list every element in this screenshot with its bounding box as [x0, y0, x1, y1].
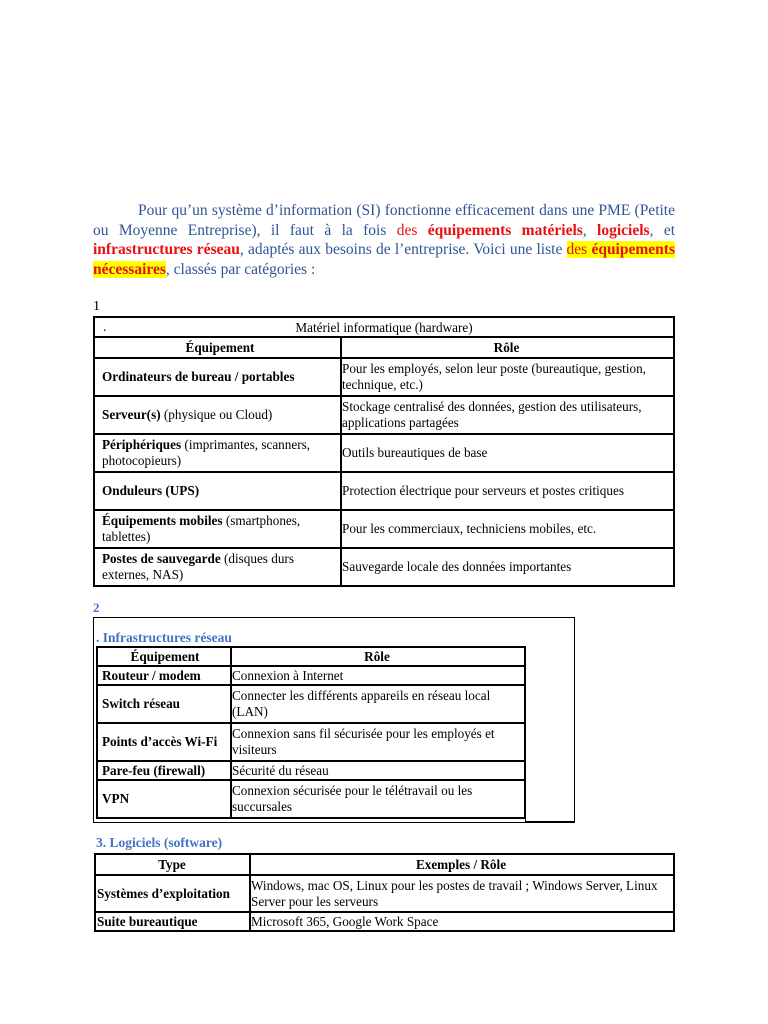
- table-row: [97, 666, 525, 685]
- equipment-cell: Routeur / modem: [97, 666, 231, 685]
- role-cell: Connexion sécurisée pour le télétravail ou les succursales: [231, 780, 525, 818]
- example-cell: Windows, mac OS, Linux pour les postes de travail ; Windows Server, Linux Server pour les serveurs: [250, 875, 674, 912]
- table-row: [97, 685, 525, 723]
- role-cell: Sauvegarde locale des données importantes: [341, 548, 674, 586]
- equipment-cell: Switch réseau: [97, 685, 231, 723]
- equipment-name: Serveur(s): [102, 407, 161, 422]
- intro-text-3: , classés par catégories :: [165, 260, 316, 278]
- software-table: [94, 853, 675, 932]
- header-type: Type: [95, 854, 250, 875]
- equipment-name: Onduleurs (UPS): [102, 483, 200, 498]
- table-row: [94, 548, 674, 586]
- equipment-cell: [94, 434, 341, 472]
- equipment-name: Équipements mobiles: [102, 513, 223, 528]
- software-section-title: 3. Logiciels (software): [96, 835, 223, 850]
- equipment-cell: Pare-feu (firewall): [97, 761, 231, 780]
- table-row: [94, 396, 674, 434]
- equipment-cell: [94, 548, 341, 586]
- role-cell: Protection électrique pour serveurs et postes critiques: [341, 472, 674, 510]
- equipment-cell: VPN: [97, 780, 231, 818]
- role-cell: Pour les employés, selon leur poste (bureautique, gestion, technique, etc.): [341, 358, 674, 396]
- header-role: Rôle: [231, 647, 525, 666]
- table-row: [94, 358, 674, 396]
- highlight-des: des: [566, 241, 592, 259]
- intro-paragraph: [93, 201, 675, 279]
- table-row: [95, 912, 674, 931]
- type-cell: Suite bureautique: [95, 912, 250, 931]
- role-cell: Pour les commerciaux, techniciens mobiles, etc.: [341, 510, 674, 548]
- table-row: [97, 723, 525, 761]
- section-2-number: 2: [93, 600, 100, 615]
- equipment-cell: [94, 510, 341, 548]
- type-cell: Systèmes d’exploitation: [95, 875, 250, 912]
- equipment-name: Ordinateurs de bureau / portables: [102, 369, 295, 384]
- role-cell: Stockage centralisé des données, gestion des utilisateurs, applications partagées: [341, 396, 674, 434]
- keyword-logiciels: logiciels: [597, 221, 650, 239]
- equipment-cell: [94, 396, 341, 434]
- role-cell: Connexion à Internet: [231, 666, 525, 685]
- table-row: [94, 472, 674, 510]
- network-table-side-column: [525, 646, 575, 822]
- equipment-detail: (physique ou Cloud): [160, 407, 273, 422]
- table-row: [97, 761, 525, 780]
- intro-sep-2: , et: [649, 221, 676, 239]
- hardware-caption-text: Matériel informatique (hardware): [295, 319, 473, 335]
- equipment-detail: (imprimantes, scanners, photocopieurs): [102, 437, 311, 468]
- header-equipement: Équipement: [94, 337, 341, 358]
- example-cell: Microsoft 365, Google Work Space: [250, 912, 674, 931]
- network-table-caption: . Infrastructures réseau: [96, 630, 232, 645]
- table-row: [97, 780, 525, 818]
- table-row: [95, 875, 674, 912]
- equipment-cell: [94, 472, 341, 510]
- intro-des: des: [396, 221, 428, 239]
- equipment-cell: [94, 358, 341, 396]
- header-equipement: Équipement: [97, 647, 231, 666]
- hardware-table: [93, 316, 675, 587]
- hardware-table-caption: [94, 317, 674, 337]
- equipment-cell: Points d’accès Wi-Fi: [97, 723, 231, 761]
- highlight-keyword: équipements nécessaires: [93, 241, 675, 278]
- table-row: [94, 434, 674, 472]
- equipment-name: Périphériques: [102, 437, 182, 452]
- section-1-number: 1: [93, 299, 100, 314]
- header-examples: Exemples / Rôle: [250, 854, 674, 875]
- equipment-detail: (smartphones, tablettes): [102, 513, 301, 544]
- network-table: [96, 646, 526, 819]
- intro-sep-1: ,: [582, 221, 598, 239]
- role-cell: Connexion sans fil sécurisée pour les employés et visiteurs: [231, 723, 525, 761]
- keyword-materiels: équipements matériels: [427, 221, 583, 239]
- caption-dot: .: [103, 319, 107, 334]
- table-row: [94, 510, 674, 548]
- equipment-detail: (disques durs externes, NAS): [102, 551, 294, 582]
- role-cell: Connecter les différents appareils en réseau local (LAN): [231, 685, 525, 723]
- intro-text-1: Pour qu’un système d’information (SI) fonctionne efficacement dans une PME (Petite ou Moyenne Entreprise), il faut à la fois: [93, 202, 675, 239]
- intro-text-2: , adaptés aux besoins de l’entreprise. Voici une liste: [239, 241, 567, 259]
- role-cell: Outils bureautiques de base: [341, 434, 674, 472]
- role-cell: Sécurité du réseau: [231, 761, 525, 780]
- header-role: Rôle: [341, 337, 674, 358]
- equipment-name: Postes de sauvegarde: [102, 551, 221, 566]
- keyword-infrastructures: infrastructures réseau: [93, 241, 240, 259]
